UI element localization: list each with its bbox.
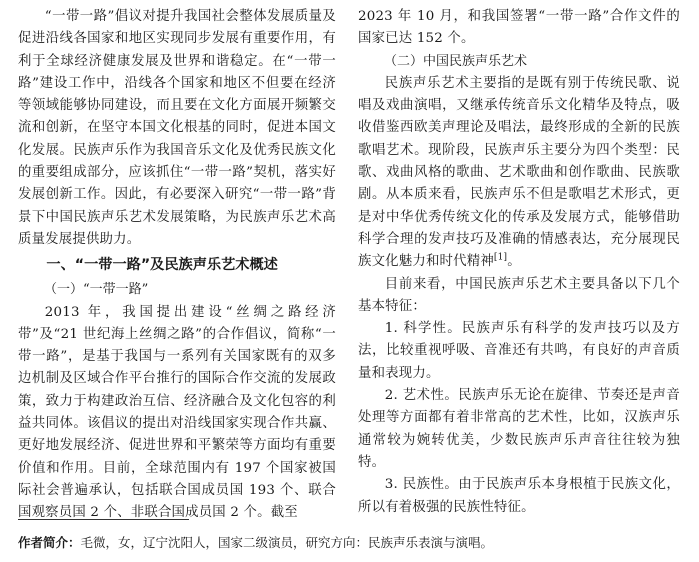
paragraph [358,73,680,274]
paragraph: 2013 年，我国提出建设“丝绸之路经济带”及“21 世纪海上丝绸之路”的合作倡议，简称“一带一路”，是基于我国与一系列有关国家既有的双多边机制及区域合作平台推行的国际合作交流的发展政策，致力于构建政治互信、经济融合及文化包容的利益共同体。该倡议的提出对沿线国家实现合作共赢、更好地发展经济、促进世界和平繁荣等方面均有重要价值和作用。目前，全球范围内有 197 个国家被国际社会普遍承认，包括联合国成员国 193 个、联合国观察员国 2 个、非联合国成员国 2 个。截至 [18,304,336,521]
list-item: 2. 艺术性。民族声乐无论在旋律、节奏还是声音处理等方面都有着非常高的艺术性，比如，汉族声乐通常较为婉转优美，少数民族声乐声音往往较为独特。 [358,388,680,470]
section-heading: 一、“一带一路”及民族声乐艺术概述 [46,257,278,274]
left-column [18,6,336,525]
footnote-divider [18,519,189,520]
subsection-heading: （二）中国民族声乐艺术 [384,53,528,69]
paragraph-text: 民族声乐艺术主要指的是既有别于传统民歌、说唱及戏曲演唱，又继承传统音乐文化精华及特点，吸收借鉴西欧美声理论及唱法，最终形成的全新的民族歌唱艺术。现阶段，民族声乐主要分为四个类型：民歌、戏曲风格的歌曲、艺术歌曲和创作歌曲、民族歌剧。从本质来看，民族声乐不但是歌唱艺术形式，更是对中华优秀传统文化的传承及发展方式，能够借助科学合理的发声技巧及准确的情感表达，充分展现民族文化魅力和时代精神 [358,75,680,270]
list-item: 3. 民族性。由于民族声乐本身根植于民族文化，所以有着极强的民族性特征。 [358,477,680,515]
right-column [358,6,680,519]
paragraph-end: 。 [507,254,521,270]
paragraph: 目前来看，中国民族声乐艺术主要具备以下几个基本特征： [358,276,680,314]
list-item: 1. 科学性。民族声乐有科学的发声技巧以及方法，比较重视呼吸、音准还有共鸣，有良好的声音质量和表现力。 [358,321,680,381]
footnote-text: 毛微，女，辽宁沈阳人，国家二级演员，研究方向：民族声乐表演与演唱。 [80,535,494,550]
author-footnote [18,534,678,552]
citation-ref[interactable]: [1] [493,252,508,263]
footnote-label: 作者简介： [18,535,81,550]
paragraph-continued: 2023 年 10 月，和我国签署“一带一路”合作文件的国家已达 152 个。 [358,9,680,47]
subsection-heading: （一）“一带一路” [44,282,149,298]
paragraph: “一带一路”倡议对提升我国社会整体发展质量及促进沿线各国家和地区实现同步发展有重要作用，有利于全球经济健康发展及世界和谐稳定。在“一带一路”建设工作中，沿线各个国家和地区不但要在经济等领域能够协同建设，而且要在文化方面展开频繁交流和创新，在坚守本国文化根基的同时，促进本国文化发展。民族声乐作为我国音乐文化及优秀民族文化的重要组成部分，应该抓住“一带一路”契机，落实好发展创新工作。因此，有必要深入研究“一带一路”背景下中国民族声乐艺术发展策略，为民族声乐艺术高质量发展提供助力。 [18,9,336,247]
